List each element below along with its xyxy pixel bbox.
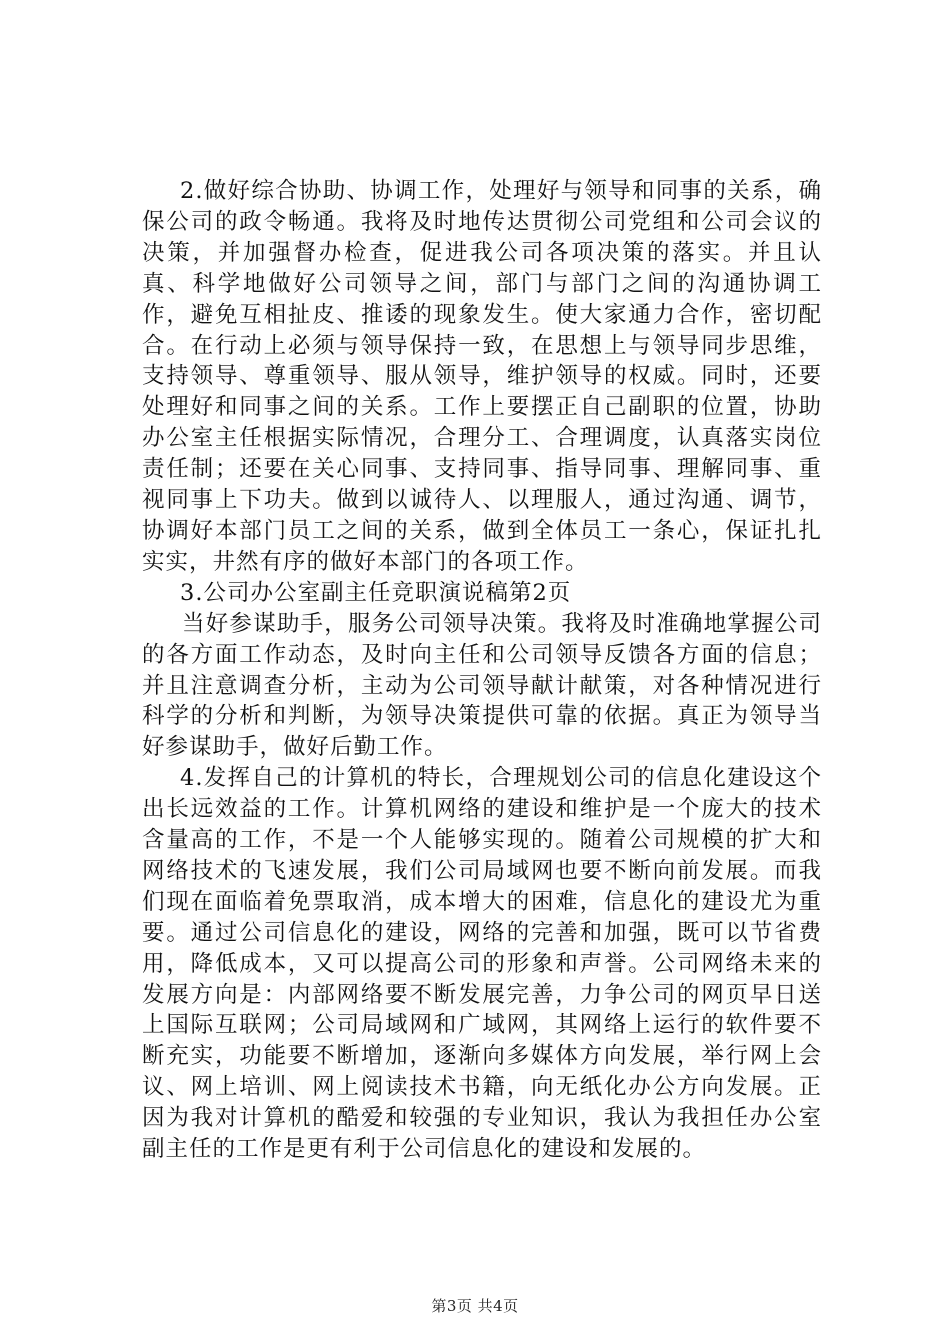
document-body <box>142 176 822 1165</box>
page-number-footer: 第3页 共4页 <box>431 1297 519 1315</box>
paragraph-informatization: 4.发挥自己的计算机的特长，合理规划公司的信息化建设这个出长远效益的工作。计算机网络的建设和维护是一个庞大的技术含量高的工作，不是一个人能够实现的。随着公司规模的扩大和网络技术的飞速发展，我们公司局域网也要不断向前发展。而我们现在面临着免票取消，成本增大的困难，信息化的建设尤为重要。通过公司信息化的建设，网络的完善和加强，既可以节省费用，降低成本，又可以提高公司的形象和声誉。公司网络未来的发展方向是：内部网络要不断发展完善，力争公司的网页早日送上国际互联网；公司局域网和广域网，其网络上运行的软件要不断充实，功能要不断增加，逐渐向多媒体方向发展，举行网上会议、网上培训、网上阅读技术书籍，向无纸化办公方向发展。正因为我对计算机的酷爱和较强的专业知识，我认为我担任办公室副主任的工作是更有利于公司信息化的建设和发展的。 <box>142 765 822 1163</box>
paragraph-coordination: 2.做好综合协助、协调工作，处理好与领导和同事的关系，确保公司的政令畅通。我将及时地传达贯彻公司党组和公司会议的决策，并加强督办检查，促进我公司各项决策的落实。并且认真、科学地做好公司领导之间，部门与部门之间的沟通协调工作，避免互相扯皮、推诿的现象发生。使大家通力合作，密切配合。在行动上必须与领导保持一致，在思想上与领导同步思维，支持领导、尊重领导、服从领导，维护领导的权威。同时，还要处理好和同事之间的关系。工作上要摆正自己副职的位置，协助办公室主任根据实际情况，合理分工、合理调度，认真落实岗位责任制；还要在关心同事、支持同事、指导同事、理解同事、重视同事上下功夫。做到以诚待人、以理服人，通过沟通、调节，协调好本部门员工之间的关系，做到全体员工一条心，保证扎扎实实，井然有序的做好本部门的各项工作。 <box>142 178 822 575</box>
paragraph-section-heading: 3.公司办公室副主任竞职演说稿第2页 <box>180 579 572 606</box>
paragraph-advisory: 当好参谋助手，服务公司领导决策。我将及时准确地掌握公司的各方面工作动态，及时向主任和公司领导反馈各方面的信息；并且注意调查分析，主动为公司领导献计献策，对各种情况进行科学的分析和判断，为领导决策提供可靠的依据。真正为领导当好参谋助手，做好后勤工作。 <box>142 610 822 761</box>
